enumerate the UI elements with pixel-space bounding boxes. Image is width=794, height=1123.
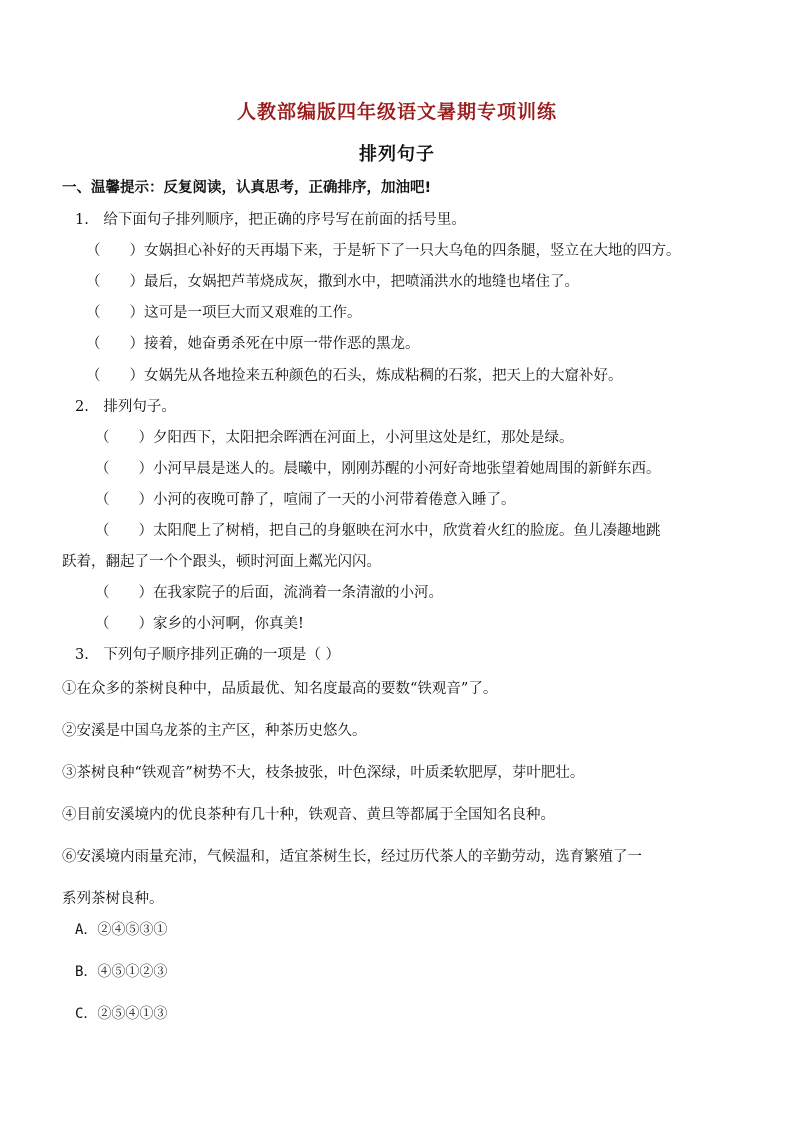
question-1-item: （ ）女娲先从各地捡来五种颜色的石头，炼成粘稠的石浆，把天上的大窟补好。 bbox=[86, 368, 623, 384]
question-3-sentence: ②安溪是中国乌龙茶的主产区，种茶历史悠久。 bbox=[62, 723, 367, 739]
question-2-item: （ ）太阳爬上了树梢，把自己的身躯映在河水中，欣赏着火红的脸庞。鱼儿凑趣地跳 bbox=[95, 523, 661, 539]
question-1-item: （ ）这可是一项巨大而又艰难的工作。 bbox=[86, 305, 362, 321]
question-2-item: （ ）夕阳西下，太阳把余晖洒在河面上，小河里这处是红，那处是绿。 bbox=[95, 430, 574, 446]
question-2-item: （ ）小河早晨是迷人的。晨曦中，刚刚苏醒的小河好奇地张望着她周围的新鲜东西。 bbox=[95, 461, 661, 477]
question-3-sentence-continuation: 系列茶树良种。 bbox=[62, 891, 164, 907]
document-subtitle: 排列句子 bbox=[359, 144, 435, 165]
question-3-prompt: 3. 下列句子顺序排列正确的一项是（ ） bbox=[75, 647, 340, 663]
question-2-item: （ ）家乡的小河啊，你真美! bbox=[95, 616, 304, 632]
question-3-sentence: ③茶树良种“铁观音”树势不大，枝条披张，叶色深绿，叶质柔软肥厚，芽叶肥壮。 bbox=[62, 765, 585, 781]
question-2-item: （ ）在我家院子的后面，流淌着一条清澈的小河。 bbox=[95, 585, 443, 601]
question-3-sentence: ⑥安溪境内雨量充沛，气候温和，适宜茶树生长，经过历代茶人的辛勤劳动，选育繁殖了一 bbox=[62, 849, 642, 865]
section-heading: 一、温馨提示：反复阅读，认真思考，正确排序，加油吧! bbox=[62, 180, 432, 196]
question-2-prompt: 2. 排列句子。 bbox=[75, 399, 176, 415]
question-2-item-continuation: 跃着，翻起了一个个跟头，顿时河面上粼光闪闪。 bbox=[62, 554, 381, 570]
question-1-item: （ ）最后，女娲把芦苇烧成灰，撒到水中，把喷涌洪水的地缝也堵住了。 bbox=[86, 274, 579, 290]
document-title: 人教部编版四年级语文暑期专项训练 bbox=[236, 101, 557, 123]
question-2-item: （ ）小河的夜晚可静了，喧闹了一天的小河带着倦意入睡了。 bbox=[95, 492, 516, 508]
question-3-option-c: C．②⑤④①③ bbox=[75, 1006, 168, 1022]
question-1-item: （ ）女娲担心补好的天再塌下来，于是斩下了一只大乌龟的四条腿，竖立在大地的四方。 bbox=[86, 243, 681, 259]
question-3-option-b: B．④⑤①②③ bbox=[75, 964, 168, 980]
question-1-prompt: 1. 给下面句子排列顺序，把正确的序号写在前面的括号里。 bbox=[75, 212, 466, 228]
question-1-item: （ ）接着，她奋勇杀死在中原一带作恶的黑龙。 bbox=[86, 336, 420, 352]
question-3-sentence: ④目前安溪境内的优良茶种有几十种，铁观音、黄旦等都属于全国知名良种。 bbox=[62, 807, 555, 823]
question-3-sentence: ①在众多的茶树良种中，品质最优、知名度最高的要数“铁观音”了。 bbox=[62, 681, 498, 697]
question-3-option-a: A．②④⑤③① bbox=[75, 922, 168, 938]
